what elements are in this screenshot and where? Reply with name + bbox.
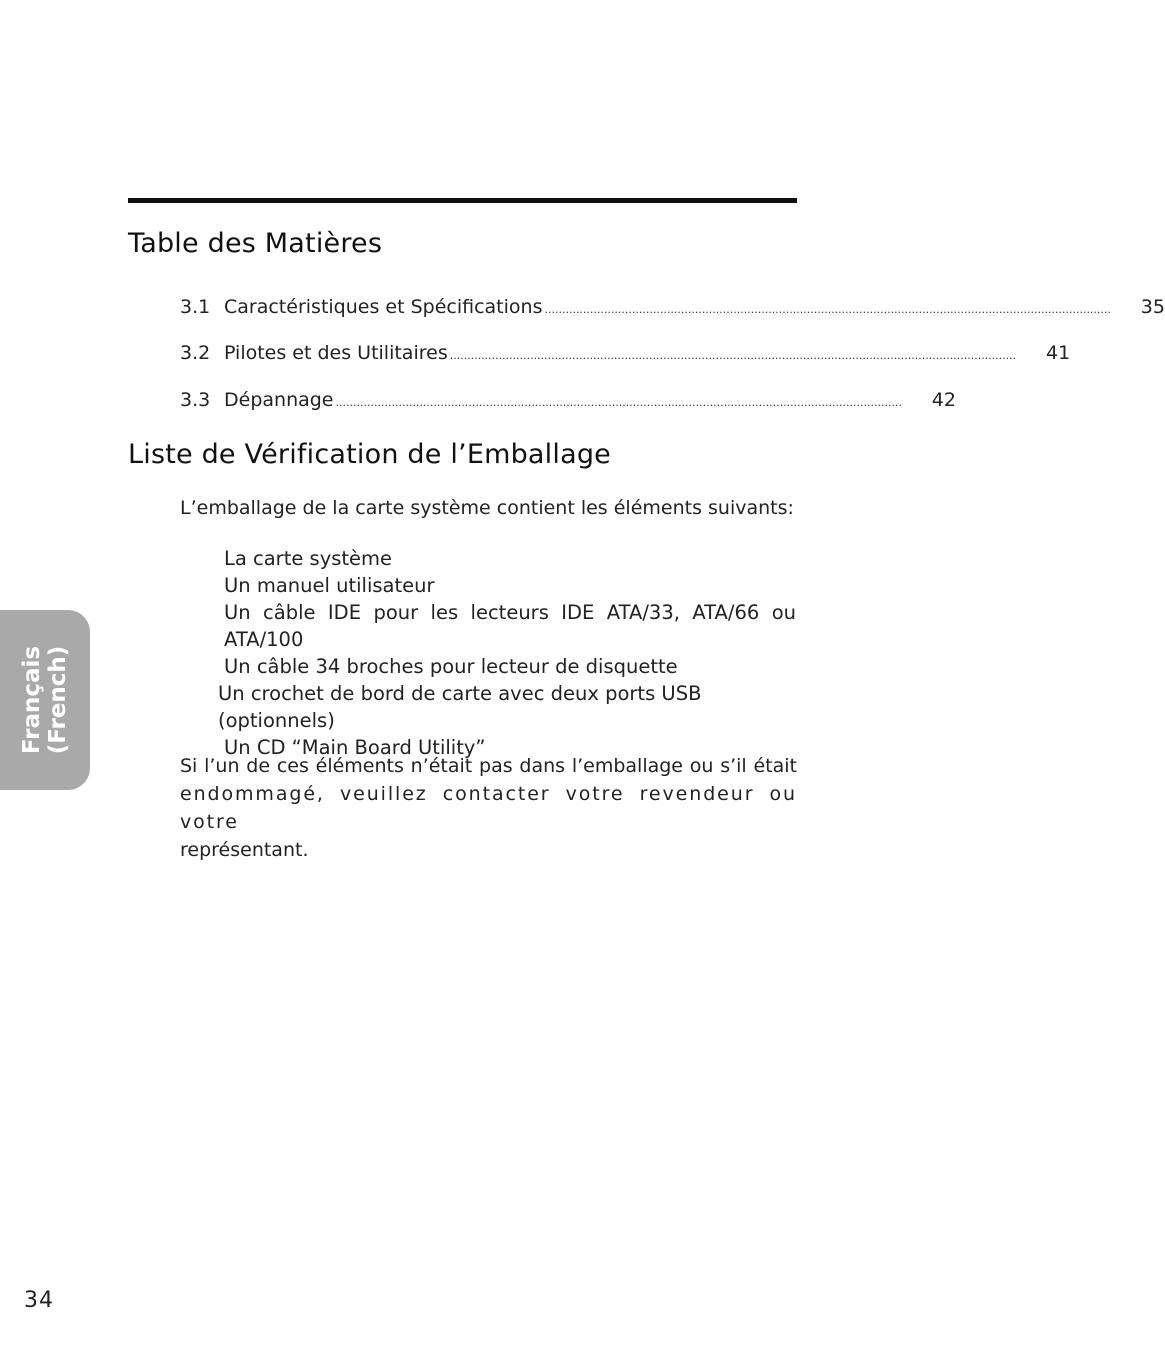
toc-entry-title: Pilotes et des Utilitaires [224, 342, 448, 364]
top-rule [128, 198, 797, 203]
packing-note [180, 752, 797, 864]
toc-entry-number: 3.2 [180, 342, 211, 364]
packing-heading: Liste de Vérification de l’Emballage [128, 439, 611, 470]
list-item: La carte système [224, 547, 393, 570]
packing-list [218, 545, 796, 761]
toc-entry-page: 41 [1045, 342, 1071, 364]
toc-entry-number: 3.1 [180, 296, 211, 318]
list-item: Un câble IDE pour les lecteurs IDE ATA/33, ATA/66 ou [224, 601, 796, 624]
language-tab-line: Français [19, 645, 45, 755]
list-item: Un CD “Main Board Utility” [224, 736, 486, 759]
language-tab-line: (French) [45, 645, 71, 755]
toc-entry-number: 3.3 [180, 389, 211, 411]
toc-entry-title: Caractéristiques et Spécifications [224, 296, 543, 318]
toc-leader-dots: .................................................................................................................................................................. [449, 349, 1017, 362]
list-item: ATA/100 [224, 628, 304, 651]
language-tab-label [19, 646, 71, 755]
toc-entry[interactable] [180, 389, 956, 415]
language-tab [0, 610, 90, 790]
list-item: Un câble 34 broches pour lecteur de disquette [224, 655, 678, 678]
toc-heading: Table des Matières [128, 228, 383, 259]
packing-intro: L’emballage de la carte système contient les éléments suivants: [180, 497, 794, 519]
list-item: Un crochet de bord de carte avec deux ports USB (optionnels) [218, 682, 702, 732]
note-line: endommagé, veuillez contacter votre revendeur ou votre [180, 783, 797, 833]
toc-entry[interactable] [180, 296, 1165, 322]
toc-leader-dots: .................................................................................................................................................................. [335, 396, 902, 409]
toc-entry-page: 35 [1140, 296, 1165, 318]
toc-entry[interactable] [180, 342, 1071, 368]
page-number: 34 [24, 1288, 54, 1313]
note-line: représentant. [180, 839, 309, 861]
toc-entry-page: 42 [931, 389, 956, 411]
note-line: Si l’un de ces éléments n’était pas dans l’emballage ou s’il était [180, 755, 797, 777]
toc-leader-dots: .................................................................................................................................................................. [544, 303, 1111, 316]
toc-entry-title: Dépannage [224, 389, 334, 411]
list-item: Un manuel utilisateur [224, 574, 435, 597]
